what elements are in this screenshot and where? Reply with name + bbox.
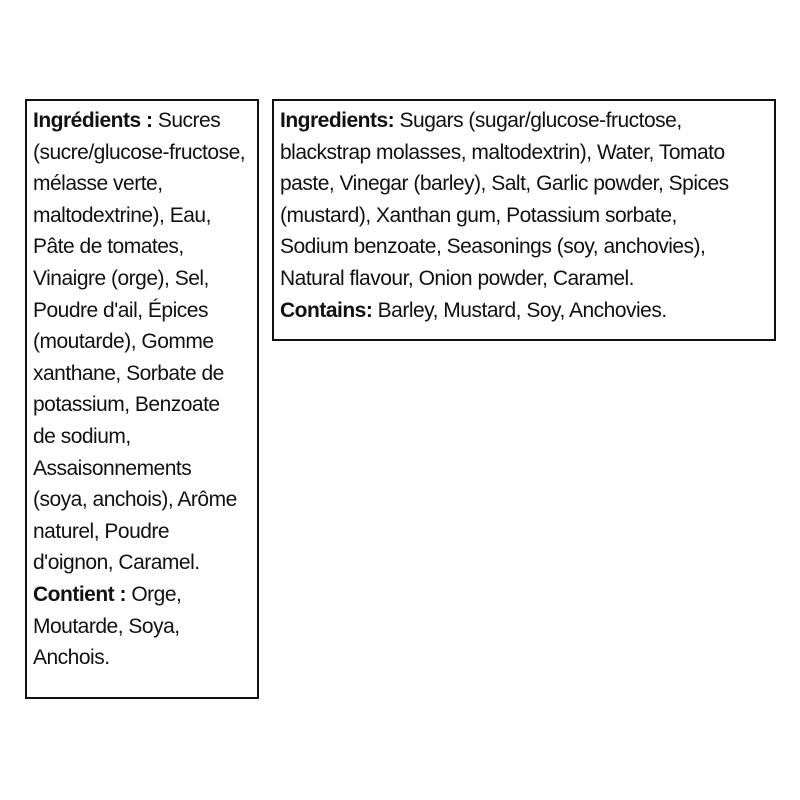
french-ingredients-line: (moutarde), Gomme [33, 330, 214, 354]
english-ingredients-line: blackstrap molasses, maltodextrin), Water, Tomato [280, 140, 725, 164]
french-ingredients-line: mélasse verte, [33, 172, 163, 196]
french-ingredients-line: xanthane, Sorbate de [33, 361, 224, 385]
french-ingredients-line: (soya, anchois), Arôme [33, 488, 237, 512]
french-ingredients-heading: Ingrédients : [33, 109, 153, 132]
french-contains-line: Anchois. [33, 646, 110, 670]
french-ingredients-line: Pâte de tomates, [33, 235, 184, 259]
french-ingredients-line: d'oignon, Caramel. [33, 551, 200, 575]
english-ingredients-line: Sodium benzoate, Seasonings (soy, anchovies), [280, 235, 706, 259]
french-contains-line: Moutarde, Soya, [33, 614, 180, 638]
french-contains-heading: Contient : [33, 582, 126, 606]
english-ingredients-line: (mustard), Xanthan gum, Potassium sorbate, [280, 203, 677, 227]
french-ingredients-line: de sodium, [33, 424, 131, 448]
french-ingredients-line: naturel, Poudre [33, 519, 170, 543]
english-ingredients-line: paste, Vinegar (barley), Salt, Garlic powder, Spices [280, 172, 729, 196]
english-ingredients-line: Natural flavour, Onion powder, Caramel. [280, 266, 635, 290]
french-ingredients-line: potassium, Benzoate [33, 393, 220, 417]
french-contains-line: Contient : Orge, [33, 582, 182, 606]
french-ingredients-panel [25, 99, 259, 699]
french-ingredients-line: Ingrédients : Sucres [33, 109, 221, 132]
french-ingredients-line: Vinaigre (orge), Sel, [33, 266, 209, 290]
french-ingredients-line: maltodextrine), Eau, [33, 203, 211, 227]
english-contains-heading: Contains: [280, 298, 373, 322]
english-contains-line: Contains: Barley, Mustard, Soy, Anchovies. [280, 298, 667, 322]
english-ingredients-line: Ingredients: Sugars (sugar/glucose-fructose, [280, 109, 682, 132]
french-ingredients-line: Assaisonnements [33, 456, 192, 480]
english-ingredients-heading: Ingredients: [280, 109, 395, 132]
french-ingredients-line: (sucre/glucose-fructose, [33, 140, 246, 164]
french-ingredients-line: Poudre d'ail, Épices [33, 298, 208, 322]
english-ingredients-panel [272, 99, 776, 341]
